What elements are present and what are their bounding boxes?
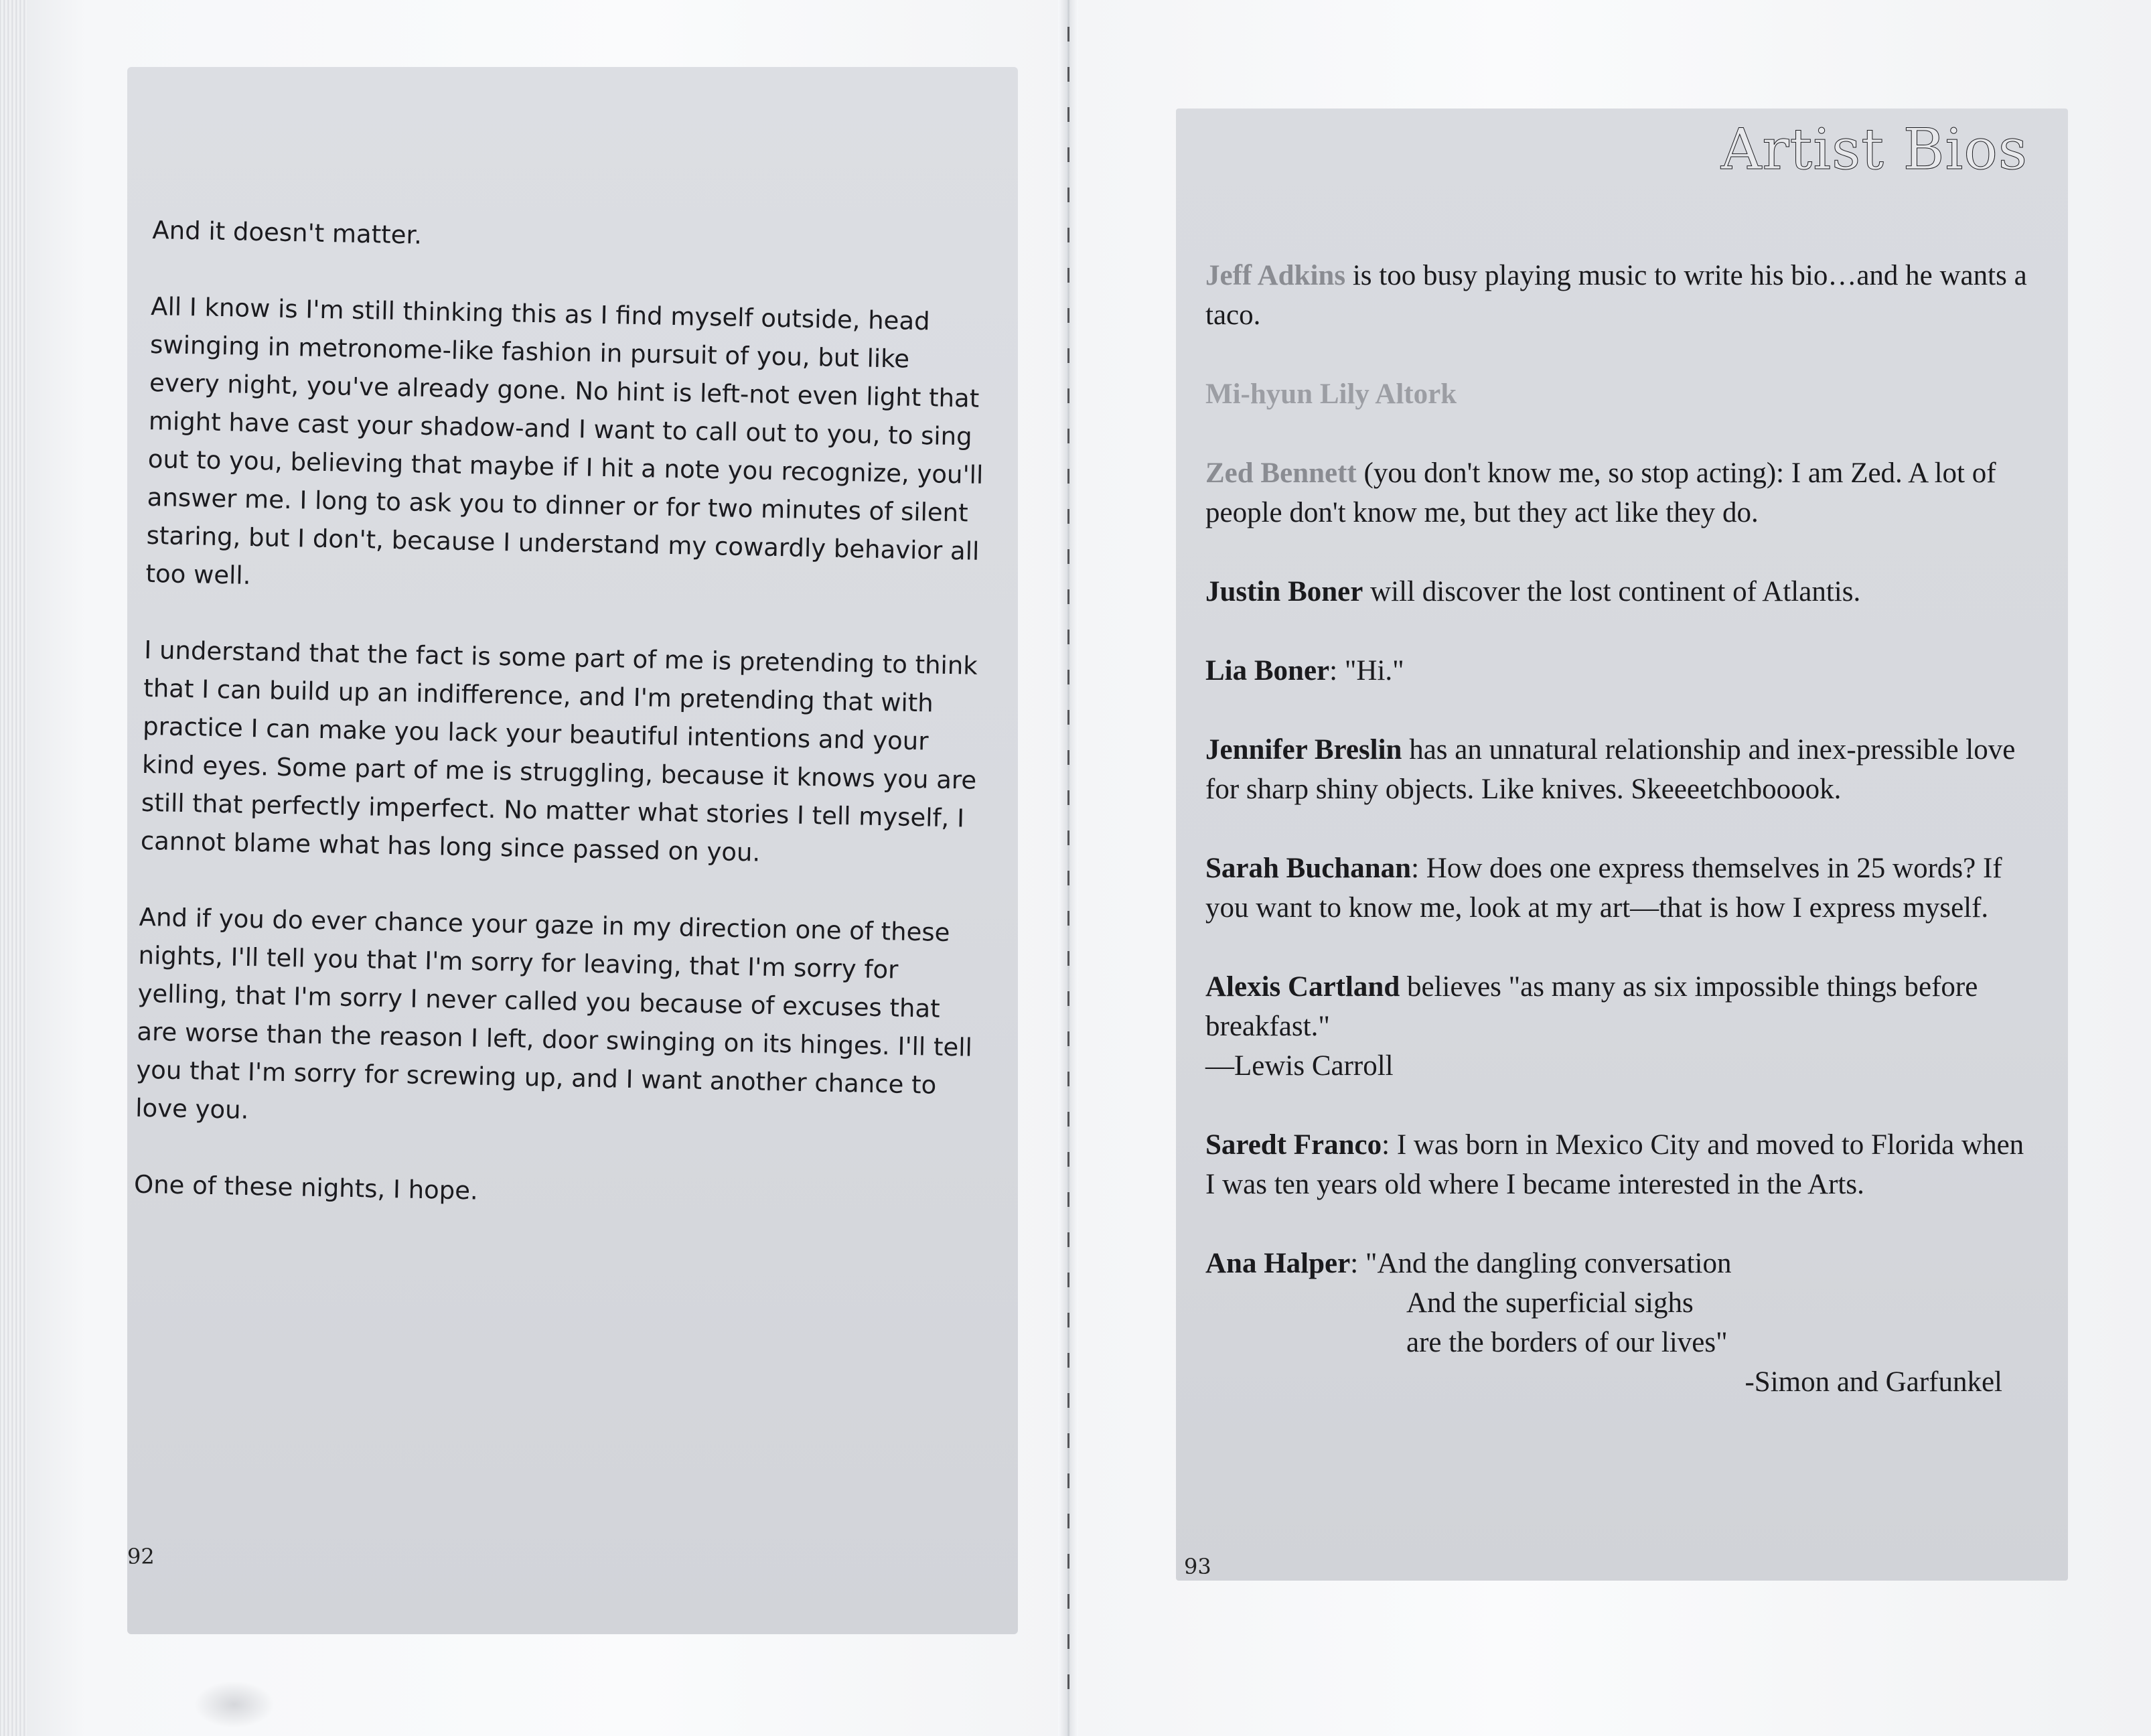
page-number-left: 92 [127, 1544, 155, 1569]
paragraph: And it doesn't matter. [152, 215, 423, 250]
bio-text: "Hi." [1344, 655, 1404, 686]
bio-name: Justin Boner [1205, 576, 1363, 607]
bio-text: "And the dangling conversation [1365, 1248, 1732, 1279]
bio-entry [1205, 256, 2036, 335]
page-title: Artist Bios [1720, 117, 2028, 182]
bio-name: Jeff Adkins [1205, 260, 1346, 291]
paragraph: I understand that the fact is some part of me is pretending to think that I can build up an indifference, and I'm pretending that with practice I can make you lack your beautiful intentions and your kind eyes. Some part of me is struggling, because it knows you are still that perfectly imperfect. No matter what stories I tell myself, I cannot blame what has long since passed on you. [140, 635, 978, 867]
bios-list [1205, 256, 2036, 1441]
page-edges [0, 0, 27, 1736]
bio-text: is too busy playing music to write his bio…and he wants a taco. [1205, 260, 2027, 331]
quote-attribution: -Simon and Garfunkel [1745, 1366, 2002, 1398]
bio-name: Alexis Cartland [1205, 971, 1400, 1003]
bio-name: Jennifer Breslin [1205, 734, 1402, 766]
bio-entry [1205, 453, 2036, 532]
bio-attribution: —Lewis Carroll [1205, 1050, 1394, 1082]
bio-entry [1205, 572, 2036, 611]
left-page-panel [127, 67, 1018, 1634]
paragraph: All I know is I'm still thinking this as I find myself outside, head swinging in metronome-like fashion in pursuit of you, but like every night, you've already gone. No hint is left-not even light that might have cast your shadow-and I want to call out to you, to sing out to you, believing that maybe if I hit a note you recognize, you'll answer me. I long to ask you to dinner or for two minutes of silent staring, but I don't, because I understand my cowardly behavior all too well. [145, 291, 984, 590]
bio-entry: Ana Halper: "And the dangling conversation And the superficial sighs are the borders of our lives" -Simon and Garfunkel [1205, 1244, 2036, 1402]
right-page-panel [1176, 108, 2068, 1581]
quote-line: And the superficial sighs [1406, 1287, 1694, 1319]
left-page-body [133, 211, 989, 1258]
bio-text: will discover the lost continent of Atlantis. [1370, 576, 1861, 607]
bio-text: (you don't know me, so stop acting): I am Zed. A lot of people don't know me, but they act like they do. [1205, 457, 1996, 528]
bio-name: Ana Halper [1205, 1248, 1351, 1279]
bio-text: believes "as many as six impossible things before breakfast." [1205, 971, 1978, 1042]
quote-line: are the borders of our lives" [1406, 1327, 1728, 1358]
book-gutter [1058, 0, 1078, 1736]
bio-entry: Saredt Franco: I was born in Mexico City and moved to Florida when I was ten years old where I became interested in the Arts. [1205, 1129, 2024, 1200]
paragraph: One of these nights, I hope. [133, 1169, 479, 1206]
bio-text: I was born in Mexico City and moved to Florida when I was ten years old where I became interested in the Arts. [1205, 1129, 2024, 1200]
bio-name: Mi-hyun Lily Altork [1205, 378, 1457, 410]
binding-stitch [1067, 27, 1069, 1701]
paragraph: And if you do ever chance your gaze in my direction one of these nights, I'll tell you that I'm sorry for leaving, that I'm sorry for yelling, that I'm sorry I never called you because of excuses that are worse than the reason I left, door swinging on its hinges. I'll tell you that I'm sorry for screwing up, and I want another chance to love you. [135, 902, 973, 1125]
bio-name: Saredt Franco [1205, 1129, 1382, 1161]
bio-entry [1205, 730, 2036, 809]
bio-text: How does one express themselves in 25 words? If you want to know me, look at my art—that is how I express myself. [1205, 853, 2002, 924]
bio-entry: Lia Boner: "Hi." [1205, 655, 1404, 686]
bio-entry [1205, 967, 2036, 1086]
bio-entry [1205, 374, 2036, 414]
page-number-right: 93 [1184, 1554, 1211, 1579]
bio-text: has an unnatural relationship and inex-pressible love for sharp shiny objects. Like knives. Skeeeetchbooook. [1205, 734, 2016, 805]
bio-name: Zed Bennett [1205, 457, 1357, 489]
bio-entry: Sarah Buchanan: How does one express themselves in 25 words? If you want to know me, look at my art—that is how I express myself. [1205, 853, 2002, 924]
smudge-mark [194, 1681, 275, 1728]
bio-name: Sarah Buchanan [1205, 853, 1412, 884]
bio-name: Lia Boner [1205, 655, 1330, 686]
